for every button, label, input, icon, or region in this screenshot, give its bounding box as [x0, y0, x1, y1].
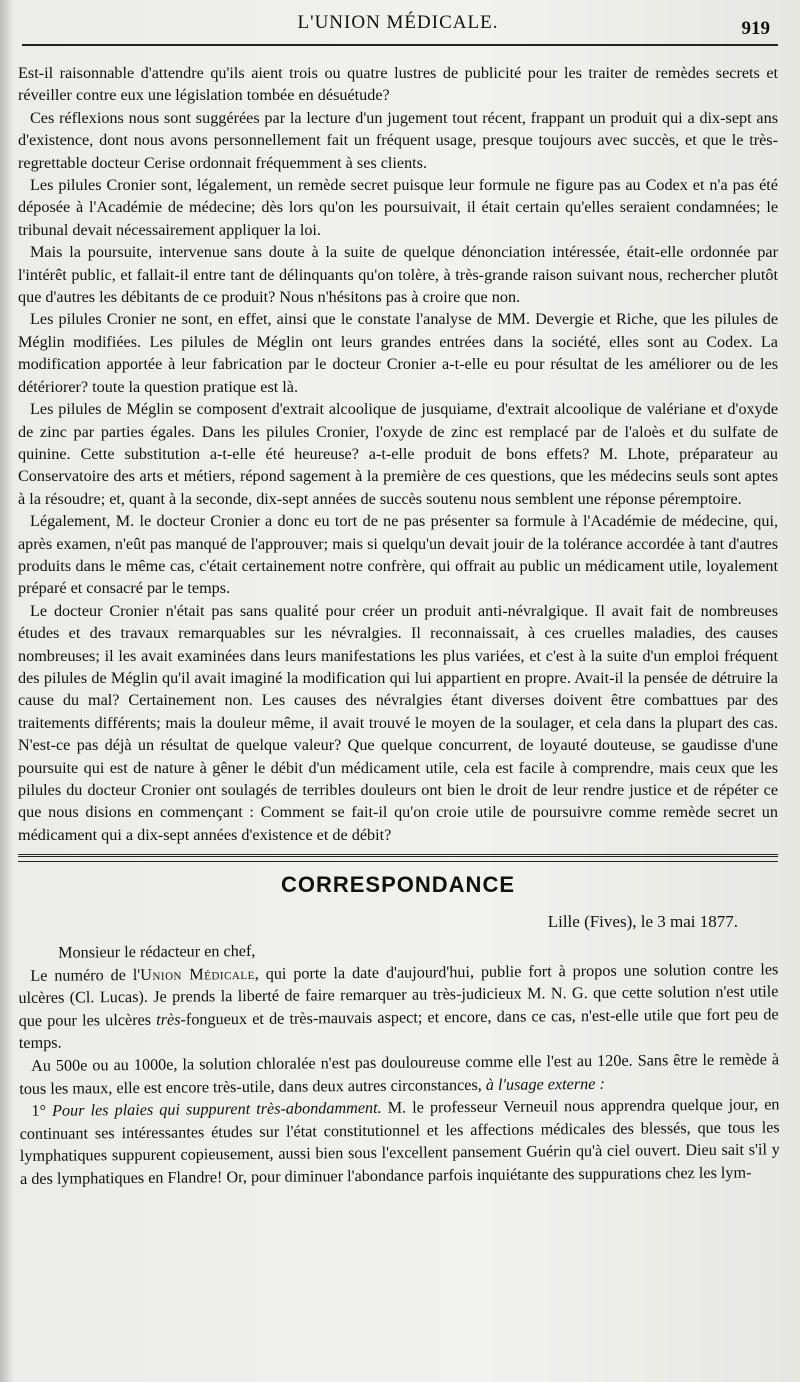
text-run: M. le professeur Verneuil nous apprendra quelque jour, en continuant ses intéressantes études sur l'état constitutionnel et les affections médicales des blessés, que tous les lymphatiques suppurent copieusement, aussi bien sous l'excellent pansement Guérin qu'à ciel ouvert. Dieu sait s'il y a des lymphatiques en Flandre! Or, pour diminuer l'abondance parfois inquiétante des suppurations chez les lym-: [19, 1095, 780, 1189]
letter-paragraph: [19, 1094, 780, 1191]
running-title: L'UNION MÉDICALE.: [297, 12, 499, 33]
paragraph: Ces réflexions nous sont suggérées par la lecture d'un jugement tout récent, frappant un produit qui a dix-sept ans d'existence, dont nous avons personnellement fait un fréquent usage, presque toujours avec succès, et que le très-regrettable docteur Cerise ordonnait fréquemment à ses clients.: [18, 108, 778, 172]
letter-paragraph: [18, 958, 779, 1055]
text-run: , qui porte la date d'aujourd'hui, publie fort à propos une solution contre les ulcères (Cl. Lucas). Je prends la liberté de faire remarquer au très-judicieux M. N. G. que cette solution n'est utile que pour les ulcères: [18, 960, 779, 1030]
letter-dateline: Lille (Fives), le 3 mai 1877.: [547, 912, 738, 932]
section-divider: [18, 854, 778, 862]
paragraph: Les pilules de Méglin se composent d'extrait alcoolique de jusquiame, d'extrait alcoolique de valériane et d'oxyde de zinc par parties égales. Dans les pilules Cronier, l'oxyde de zinc est remplacé par de l'aloès et du sulfate de quinine. Cette substitution a-t-elle été heureuse? a-t-elle produit de bons effets? M. Lhote, préparateur au Conservatoire des arts et métiers, répond sagement à la première de ces questions, que les médecins seuls sont aptes à la résoudre; et, quant à la seconde, dix-sept années de succès soutenu nous semblent une réponse péremptoire.: [18, 400, 778, 508]
article-body: [18, 62, 778, 846]
header-rule: [22, 44, 778, 46]
page-number: 919: [741, 18, 770, 39]
page-header: [18, 0, 778, 46]
text-run: 1°: [31, 1102, 53, 1121]
paragraph: Les pilules Cronier ne sont, en effet, ainsi que le constate l'analyse de MM. Devergie et Riche, que les pilules de Méglin modifiées. Les pilules de Méglin ont leurs grandes entrées dans la société, elles sont au Codex. La modification apportée à leur fabrication par le docteur Cronier a-t-elle eu pour résultat de les améliorer ou de les détériorer? toute la question pratique est là.: [18, 310, 778, 396]
italic-run: à l'usage externe :: [485, 1074, 605, 1094]
paragraph: Est-il raisonnable d'attendre qu'ils aient trois ou quatre lustres de publicité pour les traiter de remèdes secrets et réveiller contre eux une législation tombée en désuétude?: [18, 64, 778, 105]
paragraph: Mais la poursuite, intervenue sans doute à la suite de quelque dénonciation intéressée, était-elle ordonnée par l'intérêt public, et fallait-il entre tant de délinquants qu'on tolère, à très-grande raison suivant nous, rechercher plutôt que d'autres les débitants de ce produit? Nous n'hésitons pas à croire que non.: [18, 243, 778, 307]
italic-run: Pour les plaies qui suppurent très-abondamment.: [52, 1099, 382, 1121]
section-title: CORRESPONDANCE: [280, 872, 516, 898]
text-run: -fongueux et de très-mauvais aspect; et encore, dans ce cas, n'est-elle utile que fort peu de temps.: [18, 1005, 779, 1053]
text-run: Au 500e ou au 1000e, la solution chloralée n'est pas douloureuse comme elle l'est au 120e. Sans être le remède à tous les maux, elle est encore très-utile, dans deux autres circonstances,: [19, 1050, 780, 1098]
paragraph: Le docteur Cronier n'était pas sans qualité pour créer un produit anti-névralgique. Il avait fait de nombreuses études et des travaux remarquables sur les névralgies. Il reconnaissait, à ces cruelles maladies, des causes nombreuses; il les avait examinées dans leurs manifestations les plus variées, et c'est à la suite d'un emploi fréquent des pilules de Méglin qu'il avait imaginé la modification qui lui appartient en propre. Avait-il la pensée de détruire la cause du mal? Certainement non. Les causes des névralgies étant diverses doivent être combattues par des traitements différents; mais la douleur même, il avait trouvé le moyen de la soulager, et cela dans la plupart des cas. N'est-ce pas déjà un résultat de quelque valeur? Que quelque concurrent, de loyauté douteuse, se gaudisse d'une poursuite qui est de nature à gêner le débit d'un médicament utile, cela est facile à comprendre, mais ceux que les pilules du docteur Cronier ont soulagés de terribles douleurs ont bien le droit de leur rendre justice et de répéter ce que nous disions en commençant : Comment se fait-il qu'on croie utile de poursuivre comme remède secret un médicament qui a dix-sept années d'existence et de débit?: [18, 601, 778, 844]
italic-run: très: [156, 1010, 181, 1029]
paragraph: Les pilules Cronier sont, légalement, un remède secret puisque leur formule ne figure pas au Codex et n'a pas été déposée à l'Académie de médecine; dès lors qu'on les poursuivait, il était certain qu'elles seraient condamnées; le tribunal devait nécessairement appliquer la loi.: [18, 176, 778, 239]
letter-body: [18, 936, 780, 1191]
journal-name: Union Médicale: [140, 964, 255, 984]
letter-paragraph: [19, 1049, 779, 1101]
letter-salutation: Monsieur le rédacteur en chef,: [58, 942, 256, 962]
text-run: Le numéro de l': [30, 965, 141, 985]
paragraph: Légalement, M. le docteur Cronier a donc eu tort de ne pas présenter sa formule à l'Académie de médecine, qui, après examen, n'eût pas manqué de l'approuver; mais si quelqu'un devait jouir de la tolérance accordée à tant d'autres produits dans le même cas, c'était certainement notre confrère, qui offrait au public un médicament utile, loyalement préparé et consacré par le temps.: [18, 512, 778, 598]
